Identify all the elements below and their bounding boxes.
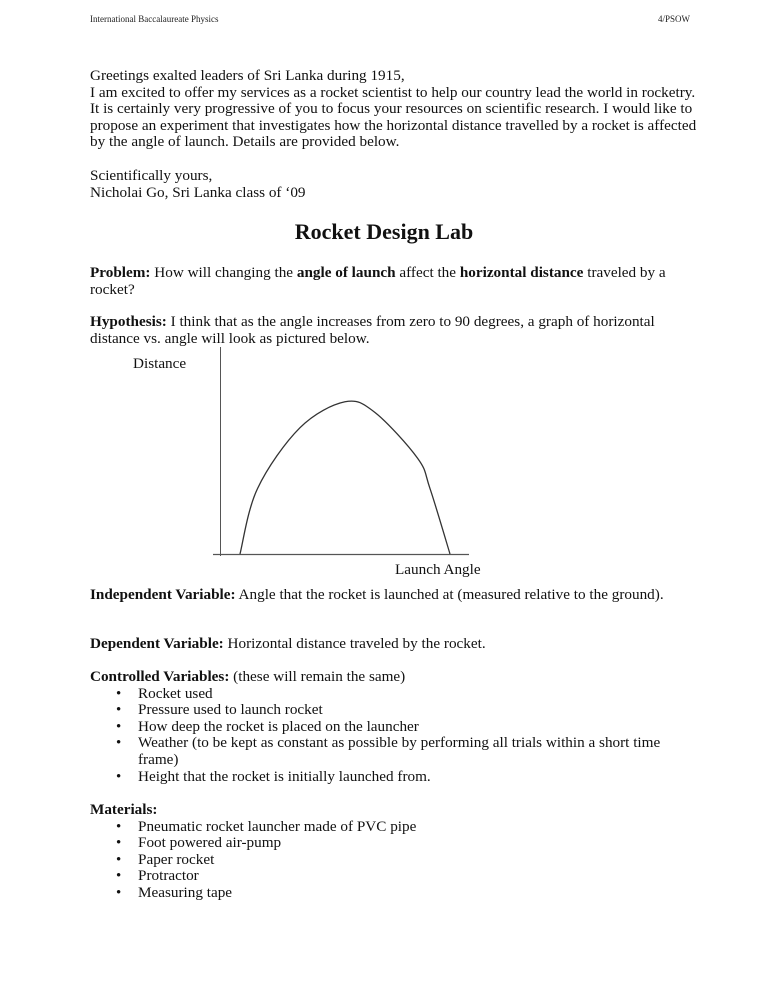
letter [90, 68, 700, 151]
dependent-text: Horizontal distance traveled by the rocket. [223, 635, 486, 652]
materials-list [90, 819, 700, 902]
x-axis-label: Launch Angle [395, 561, 481, 578]
signoff [90, 168, 700, 201]
independent-text: Angle that the rocket is launched at (measured relative to the ground). [235, 586, 664, 603]
y-axis-label: Distance [133, 355, 187, 372]
page-header [90, 14, 690, 24]
problem-label: Problem: [90, 264, 151, 281]
letter-greeting: Greetings exalted leaders of Sri Lanka during 1915, [90, 67, 405, 84]
page-title: Rocket Design Lab [294, 219, 474, 244]
problem-emphasis-angle: angle of launch [296, 264, 396, 281]
controlled-note: (these will remain the same) [229, 668, 406, 685]
dependent-variable-section [90, 636, 700, 653]
hypothesis-section [90, 314, 700, 347]
list-item: • Weather (to be kept as constant as possible by performing all trials within a short time frame) [90, 735, 700, 768]
list-item: • Paper rocket [90, 852, 700, 869]
signoff-line: Scientifically yours, [90, 167, 213, 184]
materials-section [90, 802, 700, 902]
controlled-list [90, 686, 700, 786]
list-item: • Pneumatic rocket launcher made of PVC pipe [90, 819, 700, 836]
problem-section [90, 265, 700, 298]
list-item: • How deep the rocket is placed on the launcher [90, 719, 700, 736]
list-item: • Height that the rocket is initially launched from. [90, 769, 700, 786]
list-item: • Measuring tape [90, 885, 700, 902]
problem-text: affect the [395, 264, 460, 281]
materials-label: Materials: [90, 801, 158, 818]
independent-label: Independent Variable: [90, 586, 236, 603]
distance-curve [240, 401, 450, 554]
dependent-label: Dependent Variable: [90, 635, 224, 652]
letter-body: I am excited to offer my services as a rocket scientist to help our country lead the world in rocketry. It is certainly very progressive of you to focus your resources on scientific research. I would like to propose an experiment that investigates how the horizontal distance travelled by a rocket is affected by the angle of launch. Details are provided below. [90, 83, 697, 151]
signature: Nicholai Go, Sri Lanka class of ‘09 [90, 183, 306, 201]
independent-variable-section [90, 587, 700, 604]
list-item: • Foot powered air-pump [90, 835, 700, 852]
header-code: 4/PSOW [657, 14, 690, 24]
hypothesis-text: I think that as the angle increases from zero to 90 degrees, a graph of horizontal distance vs. angle will look as pictured below. [90, 313, 655, 347]
list-item: • Pressure used to launch rocket [90, 702, 700, 719]
problem-text: traveled by a rocket? [90, 264, 666, 298]
list-item: • Protractor [90, 868, 700, 885]
problem-emphasis-distance: horizontal distance [459, 264, 584, 281]
problem-text: How will changing the [150, 264, 297, 281]
controlled-label: Controlled Variables: [90, 668, 230, 685]
header-course: International Baccalaureate Physics [90, 14, 219, 24]
controlled-variables-section [90, 669, 700, 785]
list-item: • Rocket used [90, 686, 700, 703]
hypothesis-label: Hypothesis: [90, 313, 167, 330]
